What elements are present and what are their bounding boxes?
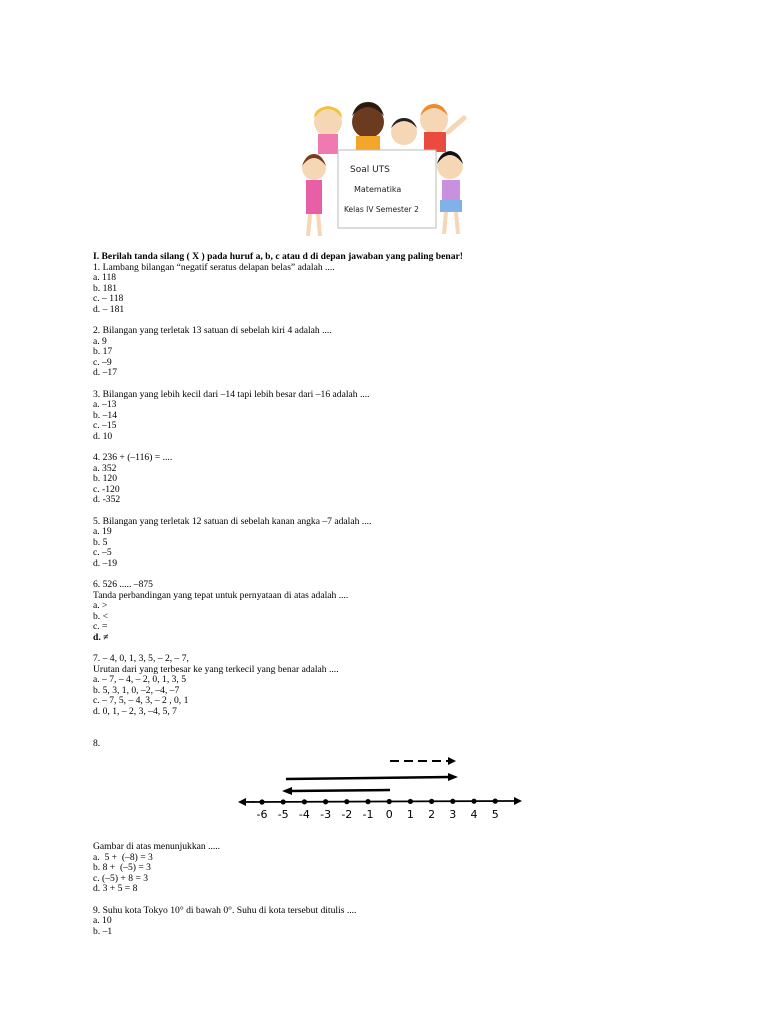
axis-left-arrow: [238, 798, 246, 806]
question-stem-2: Tanda perbandingan yang tepat untuk pernyataan di atas adalah ....: [93, 589, 349, 601]
question-stem: 1. Lambang bilangan “negatif seratus delapan belas” adalah ....: [93, 261, 335, 273]
option-a: a. –13: [93, 399, 117, 410]
right-arrow: [286, 777, 450, 779]
tick-label: -2: [341, 808, 353, 821]
question-stem: 7. – 4, 0, 1, 3, 5, – 2, – 7,: [93, 653, 189, 664]
option-a: a. 118: [93, 272, 117, 283]
option-c: c. (–5) + 8 = 3: [93, 872, 149, 884]
tick-dot: [471, 799, 476, 804]
option-c: c. –15: [93, 420, 117, 431]
tick-label: 4: [470, 808, 478, 821]
left-arrow-head: [282, 787, 292, 795]
option-b: b. –14: [93, 409, 117, 421]
option-d: d. 0, 1, – 2, 3, –4, 5, 7: [93, 705, 177, 717]
option-a: a. >: [93, 600, 108, 611]
option-b: b. 17: [93, 346, 113, 357]
tick-dot: [344, 799, 349, 804]
tick-dot: [387, 799, 392, 804]
option-d: d. –17: [93, 367, 117, 378]
question-3: [93, 390, 693, 443]
option-b: b. 5, 3, 1, 0, –2, –4, –7: [93, 684, 180, 696]
tick-dot: [429, 799, 434, 804]
worksheet-content-continued: [93, 842, 693, 937]
question-stem: 9. Suhu kota Tokyo 10° di bawah 0°. Suhu di kota tersebut ditulis ....: [93, 904, 357, 916]
question-7: [93, 654, 693, 717]
tick-label: -6: [256, 808, 268, 821]
question-4: [93, 453, 693, 506]
option-d: d. ≠: [93, 631, 109, 643]
tick-dot: [259, 799, 264, 804]
question-8-number: 8.: [93, 738, 101, 749]
tick-label: 1: [406, 808, 414, 821]
left-arrow: [290, 790, 390, 791]
dashed-arrow-head: [448, 757, 456, 765]
sign-line-3: Kelas IV Semester 2: [344, 205, 419, 214]
option-a: a. – 7, – 4, – 2, 0, 1, 3, 5: [93, 674, 187, 685]
question-stem: 6. 526 ..... –875: [93, 579, 153, 590]
question-stem: 5. Bilangan yang terletak 12 satuan di sebelah kanan angka –7 adalah ....: [93, 515, 372, 527]
option-a: a. 5 + (–8) = 3: [93, 851, 153, 863]
tick-dot: [408, 799, 413, 804]
option-a: a. 9: [93, 335, 107, 347]
question-stem: 3. Bilangan yang lebih kecil dari –14 tapi lebih besar dari –16 adalah ....: [93, 388, 370, 400]
axis-right-arrow: [514, 797, 522, 805]
option-c: c. –9: [93, 356, 112, 368]
option-a: a. 19: [93, 526, 112, 537]
question-stem: 4. 236 + (–116) = ....: [93, 452, 173, 463]
option-b: b. 5: [93, 536, 108, 548]
option-c: c. -120: [93, 483, 120, 495]
question-stem: 2. Bilangan yang terletak 13 satuan di sebelah kiri 4 adalah ....: [93, 325, 332, 336]
question-1: [93, 263, 693, 316]
worksheet-content: [93, 252, 693, 750]
option-b: b. 8 + (–5) = 3: [93, 862, 151, 873]
question-8: [93, 842, 693, 895]
sign-line-1: Soal UTS: [350, 165, 390, 175]
option-a: a. 10: [93, 915, 112, 926]
question-stem: Gambar di atas menunjukkan .....: [93, 841, 221, 852]
question-stem-2: Urutan dari yang terbesar ke yang terkecil yang benar adalah ....: [93, 663, 339, 675]
tick-label: -1: [362, 808, 374, 821]
tick-dot: [450, 799, 455, 804]
option-d: d. –19: [93, 557, 117, 569]
option-b: b. 120: [93, 473, 117, 484]
question-5: [93, 517, 693, 570]
sign-line-2: Matematika: [354, 185, 402, 194]
tick-dot: [302, 799, 307, 804]
number-line-figure: [236, 748, 526, 824]
question-2: [93, 326, 693, 379]
header-illustration: [288, 96, 478, 244]
option-d: d. 10: [93, 430, 113, 442]
tick-label: 0: [385, 808, 393, 821]
option-d: d. 3 + 5 = 8: [93, 883, 138, 894]
option-c: c. – 118: [93, 293, 124, 304]
tick-dot: [365, 799, 370, 804]
tick-label: 5: [491, 808, 499, 821]
option-c: c. =: [93, 621, 108, 632]
right-arrow-head: [448, 773, 458, 781]
option-b: b. 181: [93, 282, 117, 294]
tick-label: -4: [298, 808, 310, 821]
tick-dot: [493, 799, 498, 804]
option-a: a. 352: [93, 462, 117, 474]
option-d: d. -352: [93, 494, 121, 505]
tick-dot: [281, 799, 286, 804]
option-b: b. –1: [93, 925, 113, 937]
option-b: b. <: [93, 610, 109, 622]
tick-label: -3: [320, 808, 332, 821]
tick-label: 2: [428, 808, 436, 821]
option-c: c. – 7, 5, – 4, 3, – 2 , 0, 1: [93, 695, 189, 706]
question-6: [93, 580, 693, 643]
tick-label: 3: [449, 808, 457, 821]
instruction-heading: I. Berilah tanda silang ( X ) pada huruf a, b, c atau d di depan jawaban yang paling benar!: [93, 251, 463, 262]
option-c: c. –5: [93, 547, 112, 558]
tick-dot: [323, 799, 328, 804]
option-d: d. – 181: [93, 303, 125, 315]
tick-label: -5: [277, 808, 289, 821]
question-9: [93, 906, 693, 938]
